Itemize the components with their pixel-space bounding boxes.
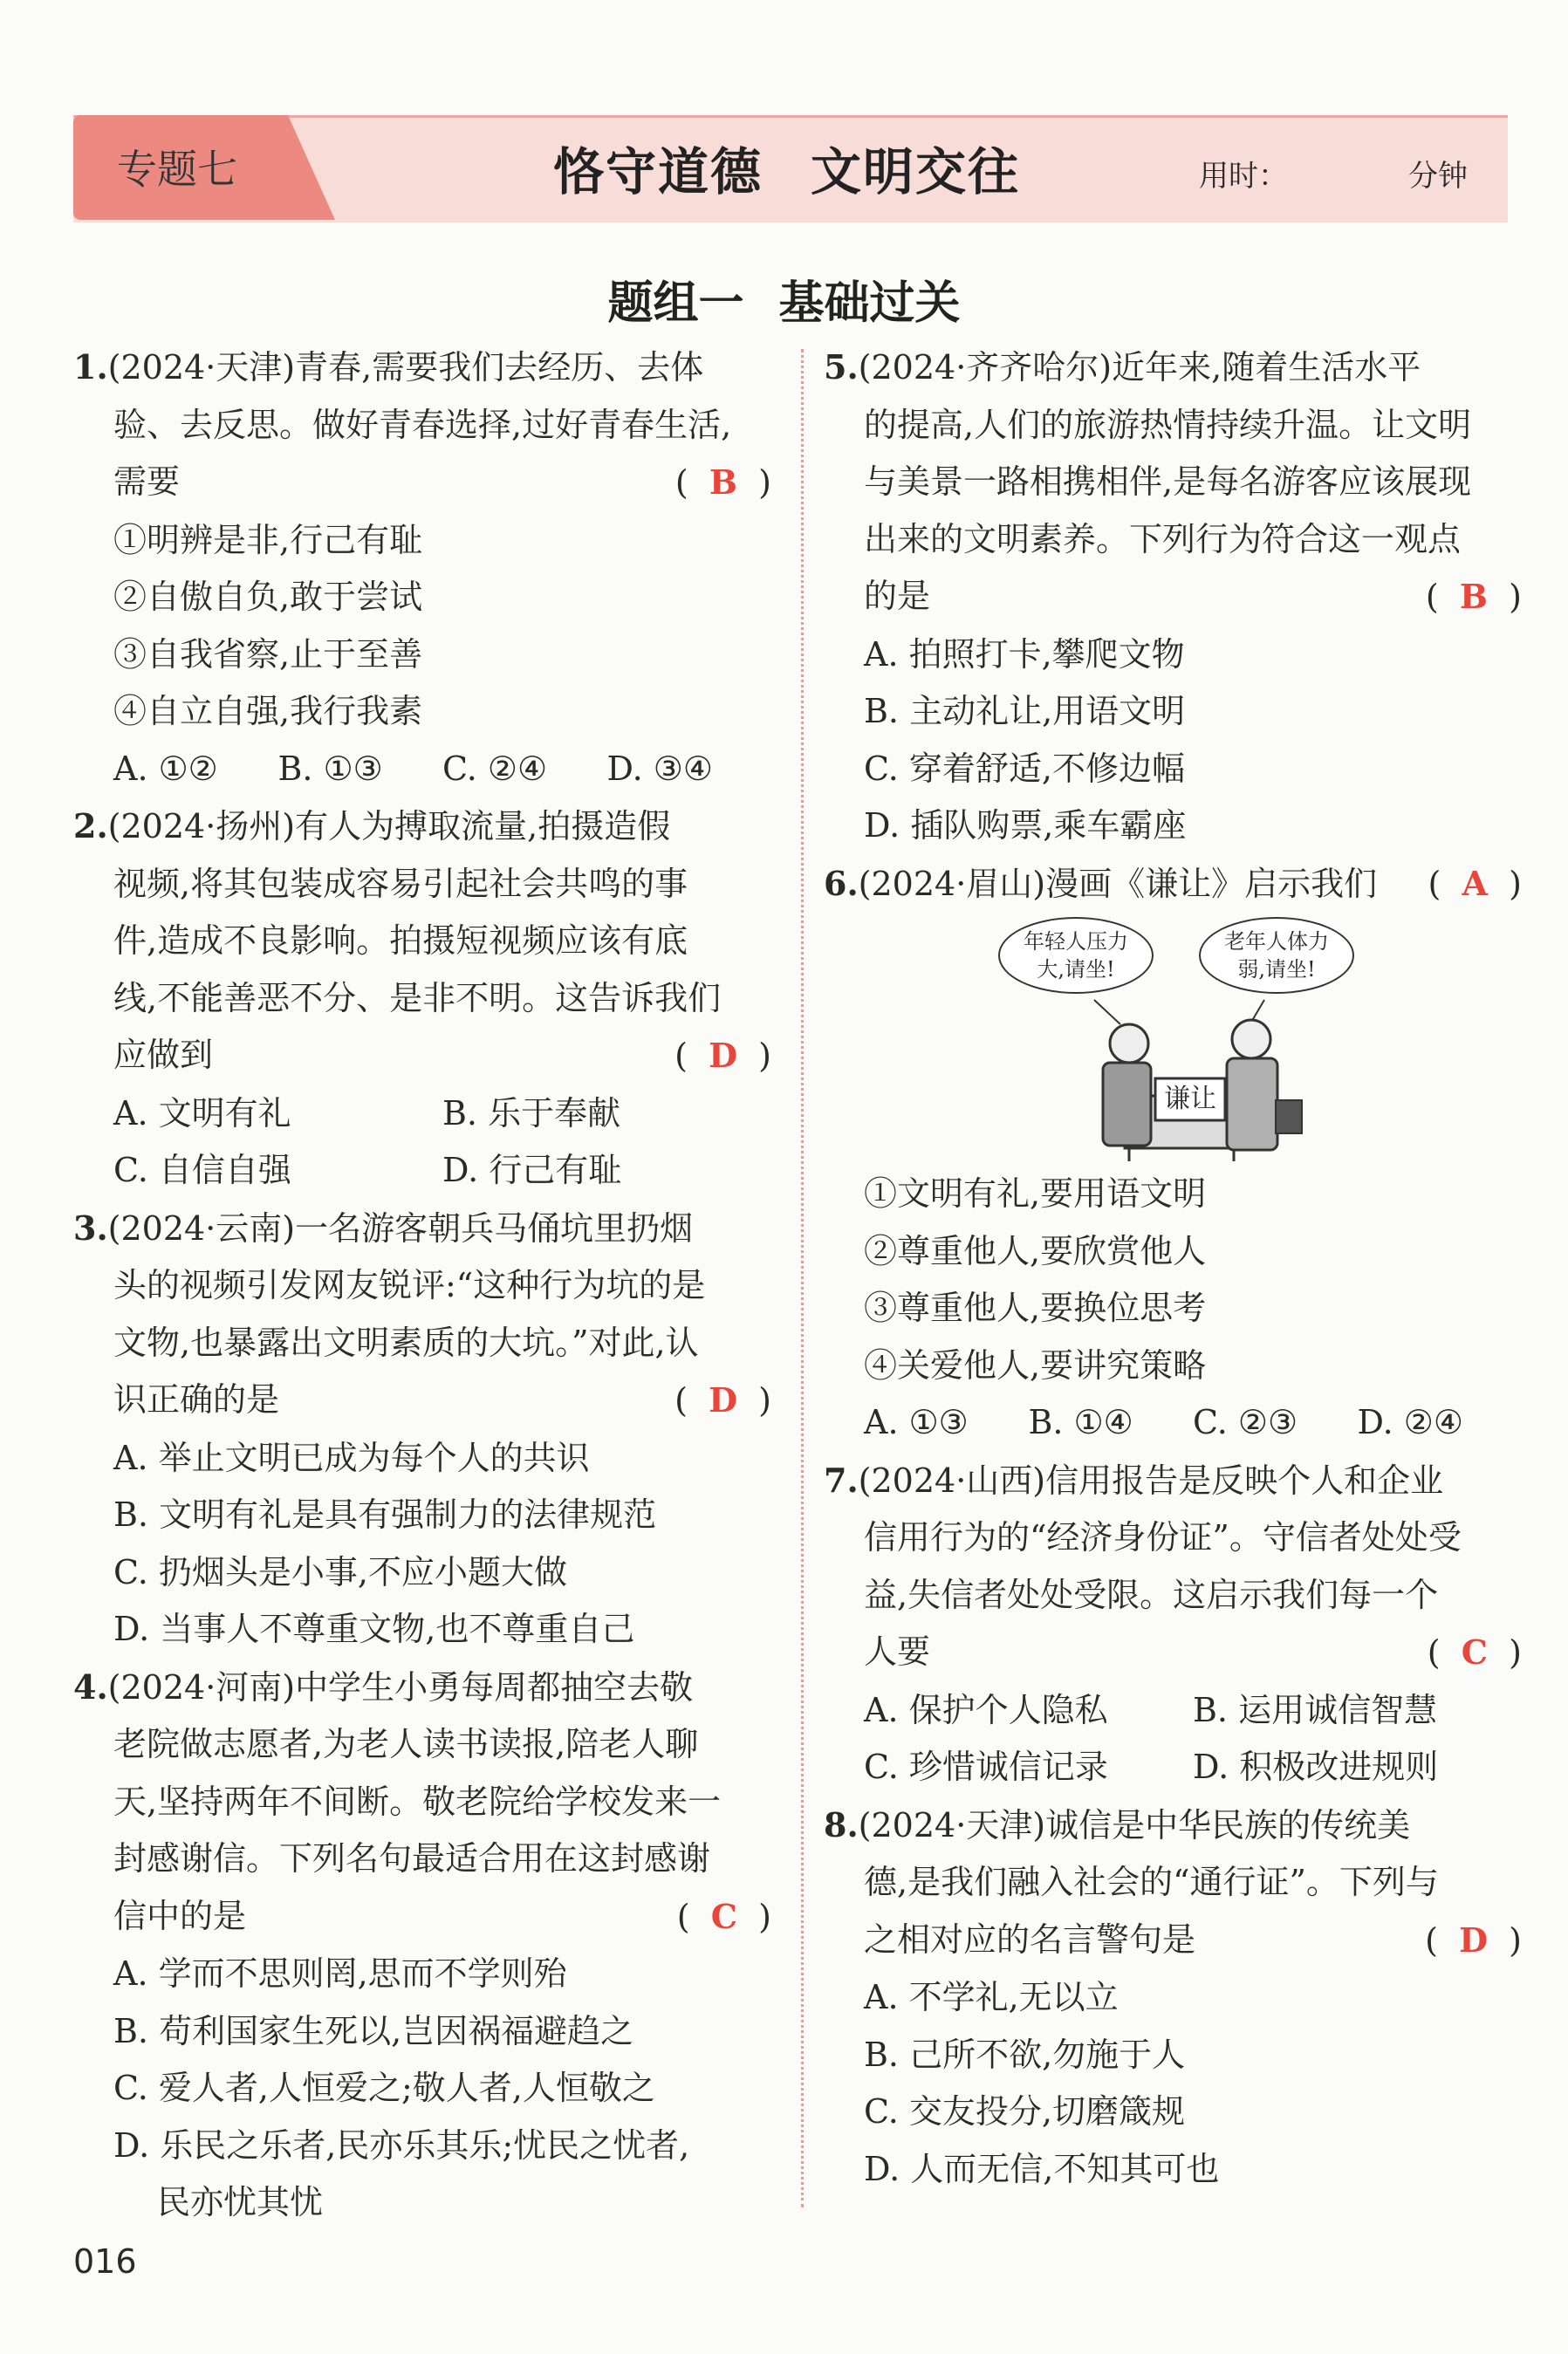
answer-letter: C xyxy=(710,1896,738,1936)
question-8 xyxy=(824,1796,1522,2199)
statement-item: ④自立自强,我行我素 xyxy=(113,692,423,730)
question-3 xyxy=(73,1200,771,1659)
question-7 xyxy=(824,1452,1522,1796)
question-number: 1. xyxy=(73,347,108,387)
statement-item: ②尊重他人,要欣赏他人 xyxy=(864,1231,1207,1270)
option: A. ①② xyxy=(113,749,218,788)
option: C. 爱人者,人恒爱之;敬人者,人恒敬之 xyxy=(113,2069,655,2107)
question-text-line: 验、去反思。做好青春选择,过好青春生活, xyxy=(113,405,732,444)
answer-bracket: ( B ) xyxy=(674,462,771,502)
option: C. 扔烟头是小事,不应小题大做 xyxy=(113,1552,567,1591)
option: C. 自信自强 xyxy=(113,1151,291,1189)
option: B. 运用诚信智慧 xyxy=(1193,1690,1438,1729)
answer-options xyxy=(73,1142,771,1200)
question-text-line: 信中的是 xyxy=(113,1896,247,1935)
column-divider xyxy=(801,349,804,2207)
question-number: 2. xyxy=(73,806,108,845)
answer-options xyxy=(824,1739,1522,1796)
answer-options xyxy=(73,1085,771,1143)
answer-bracket: ( C ) xyxy=(1427,1632,1522,1672)
question-number: 7. xyxy=(824,1460,859,1500)
question-text-line: 与美景一路相携相伴,是每名游客应该展现 xyxy=(864,462,1472,501)
topic-title-part1: 恪守道德 xyxy=(553,142,763,202)
question-text-line: (2024·河南)中学生小勇每周都抽空去敬 xyxy=(107,1667,694,1707)
question-1 xyxy=(73,339,771,797)
statement-item: ①明辨是非,行己有耻 xyxy=(113,520,423,559)
statement-item: ①文明有礼,要用语文明 xyxy=(864,1174,1207,1213)
question-text-line: 出来的文明素养。下列行为符合这一观点 xyxy=(864,519,1462,558)
option: B. 乐于奉献 xyxy=(442,1093,621,1133)
topic-label: 专题七 xyxy=(117,146,237,193)
group-title xyxy=(0,266,1568,332)
answer-bracket: ( D ) xyxy=(674,1380,771,1420)
option: D. ②④ xyxy=(1357,1403,1463,1441)
page-number: 016 xyxy=(73,2242,137,2281)
question-text-line: (2024·天津)诚信是中华民族的传统美 xyxy=(858,1805,1411,1844)
question-text-line: 封感谢信。下列名句最适合用在这封感谢 xyxy=(113,1839,711,1878)
question-text-line: 的提高,人们的旅游热情持续升温。让文明 xyxy=(864,405,1472,444)
topic-title xyxy=(553,131,1068,204)
answer-letter: D xyxy=(709,1036,738,1075)
question-text-line: 信用行为的“经济身份证”。守信者处处受 xyxy=(864,1518,1462,1557)
question-text-line: (2024·眉山)漫画《谦让》启示我们 xyxy=(858,864,1378,903)
option: D. 插队购票,乘车霸座 xyxy=(864,806,1187,845)
question-text-line: 之相对应的名言警句是 xyxy=(864,1919,1196,1959)
answer-letter: C xyxy=(1461,1632,1489,1672)
answer-options xyxy=(73,741,771,798)
question-text-line: 文物,也暴露出文明素质的大坑。”对此,认 xyxy=(113,1323,699,1362)
question-text-line: 的是 xyxy=(864,577,931,615)
question-number: 4. xyxy=(73,1666,108,1707)
question-text-line: 视频,将其包装成容易引起社会共鸣的事 xyxy=(113,864,688,903)
right-column xyxy=(824,339,1522,2198)
group-title-part1: 题组一 xyxy=(607,277,744,330)
answer-bracket: ( C ) xyxy=(676,1896,771,1936)
speech-bubble-left: 年轻人压力大,请坐! xyxy=(998,917,1154,994)
question-text-line: (2024·扬州)有人为搏取流量,拍摄造假 xyxy=(107,807,671,845)
question-text-line: (2024·山西)信用报告是反映个人和企业 xyxy=(858,1461,1444,1500)
question-2 xyxy=(73,797,771,1200)
question-5 xyxy=(824,339,1522,855)
question-text-line: 识正确的是 xyxy=(113,1380,280,1419)
option: B. ①③ xyxy=(277,749,383,788)
statement-item: ④关爱他人,要讲究策略 xyxy=(864,1345,1207,1385)
option: C. 交友投分,切磨箴规 xyxy=(864,2092,1185,2131)
question-text-line: (2024·齐齐哈尔)近年来,随着生活水平 xyxy=(858,348,1421,387)
statement-item: ③尊重他人,要换位思考 xyxy=(864,1289,1207,1327)
option: C. 穿着舒适,不修边幅 xyxy=(864,749,1185,788)
option: C. ②④ xyxy=(442,749,548,788)
question-6 xyxy=(824,855,1522,1452)
question-text-line: 线,不能善恶不分、是非不明。这告诉我们 xyxy=(113,978,722,1017)
topic-title-part2: 文明交往 xyxy=(811,142,1021,202)
option: B. 文明有礼是具有强制力的法律规范 xyxy=(113,1495,657,1534)
question-number: 6. xyxy=(824,863,859,903)
answer-options xyxy=(824,1682,1522,1740)
option: B. 主动礼让,用语文明 xyxy=(864,692,1186,730)
option: C. 珍惜诚信记录 xyxy=(864,1748,1108,1786)
option: D. 当事人不尊重文物,也不尊重自己 xyxy=(113,1610,635,1648)
statement-item: ②自傲自负,敢于尝试 xyxy=(113,578,423,616)
option: A. 不学礼,无以立 xyxy=(864,1978,1119,2016)
topic-header xyxy=(73,115,1508,220)
question-text-line: 件,造成不良影响。拍摄短视频应该有底 xyxy=(113,921,688,960)
answer-bracket: ( D ) xyxy=(1425,1919,1522,1960)
cartoon-figures xyxy=(998,913,1417,1166)
cartoon-sign-text: 谦让 xyxy=(1164,1084,1216,1114)
time-label: 用时： xyxy=(1199,159,1288,194)
question-text-line: (2024·天津)青春,需要我们去经历、去体 xyxy=(107,348,704,387)
question-number: 5. xyxy=(824,347,859,387)
option: A. 保护个人隐私 xyxy=(864,1690,1108,1729)
question-number: 3. xyxy=(73,1208,108,1248)
option: A. 学而不思则罔,思而不学则殆 xyxy=(113,1954,567,1993)
option-continuation: 民亦忧其忧 xyxy=(157,2183,324,2221)
answer-bracket: ( A ) xyxy=(1428,863,1522,903)
option: D. 积极改进规则 xyxy=(1193,1748,1439,1786)
option: C. ②③ xyxy=(1193,1403,1298,1441)
question-4 xyxy=(73,1659,771,2232)
answer-letter: A xyxy=(1462,863,1489,903)
group-title-part2: 基础过关 xyxy=(778,277,961,330)
question-text-line: 老院做志愿者,为老人读书读报,陪老人聊 xyxy=(113,1725,699,1763)
answer-bracket: ( B ) xyxy=(1425,577,1522,616)
question-text-line: 天,坚持两年不间断。敬老院给学校发来一 xyxy=(113,1782,722,1821)
option: D. 乐民之乐者,民亦乐其乐;忧民之忧者, xyxy=(113,2125,690,2165)
option: D. 人而无信,不知其可也 xyxy=(864,2149,1220,2188)
question-text-line: 头的视频引发网友锐评:“这种行为坑的是 xyxy=(113,1266,706,1304)
answer-letter: D xyxy=(709,1380,738,1420)
question-text-line: 应做到 xyxy=(113,1036,214,1074)
minute-label: 分钟 xyxy=(1408,159,1468,194)
option: B. 己所不欲,勿施于人 xyxy=(864,2035,1186,2074)
cartoon-illustration xyxy=(998,913,1417,1166)
answer-letter: B xyxy=(709,462,738,502)
speech-bubble-right: 老年人体力弱,请坐! xyxy=(1199,917,1354,994)
answer-letter: B xyxy=(1459,577,1489,616)
answer-options xyxy=(824,1394,1522,1452)
option: A. 文明有礼 xyxy=(113,1093,291,1133)
question-number: 8. xyxy=(824,1804,859,1844)
left-column xyxy=(73,339,771,2232)
answer-letter: D xyxy=(1459,1919,1489,1960)
option: D. ③④ xyxy=(606,749,713,788)
option: A. ①③ xyxy=(864,1403,969,1441)
option: B. ①④ xyxy=(1028,1403,1133,1441)
question-text-line: 益,失信者处处受限。这启示我们每一个 xyxy=(864,1575,1439,1614)
question-text-line: 需要 xyxy=(113,462,181,501)
question-text-line: 德,是我们融入社会的“通行证”。下列与 xyxy=(864,1863,1439,1901)
option: B. 苟利国家生死以,岂因祸福避趋之 xyxy=(113,2011,634,2050)
option: A. 拍照打卡,攀爬文物 xyxy=(864,634,1185,674)
question-text-line: (2024·云南)一名游客朝兵马俑坑里扔烟 xyxy=(107,1208,694,1248)
option: A. 举止文明已成为每个人的共识 xyxy=(113,1438,590,1477)
statement-item: ③自我省察,止于至善 xyxy=(113,634,423,674)
answer-bracket: ( D ) xyxy=(674,1036,771,1075)
option: D. 行己有耻 xyxy=(442,1151,622,1189)
question-text-line: 人要 xyxy=(864,1632,931,1671)
